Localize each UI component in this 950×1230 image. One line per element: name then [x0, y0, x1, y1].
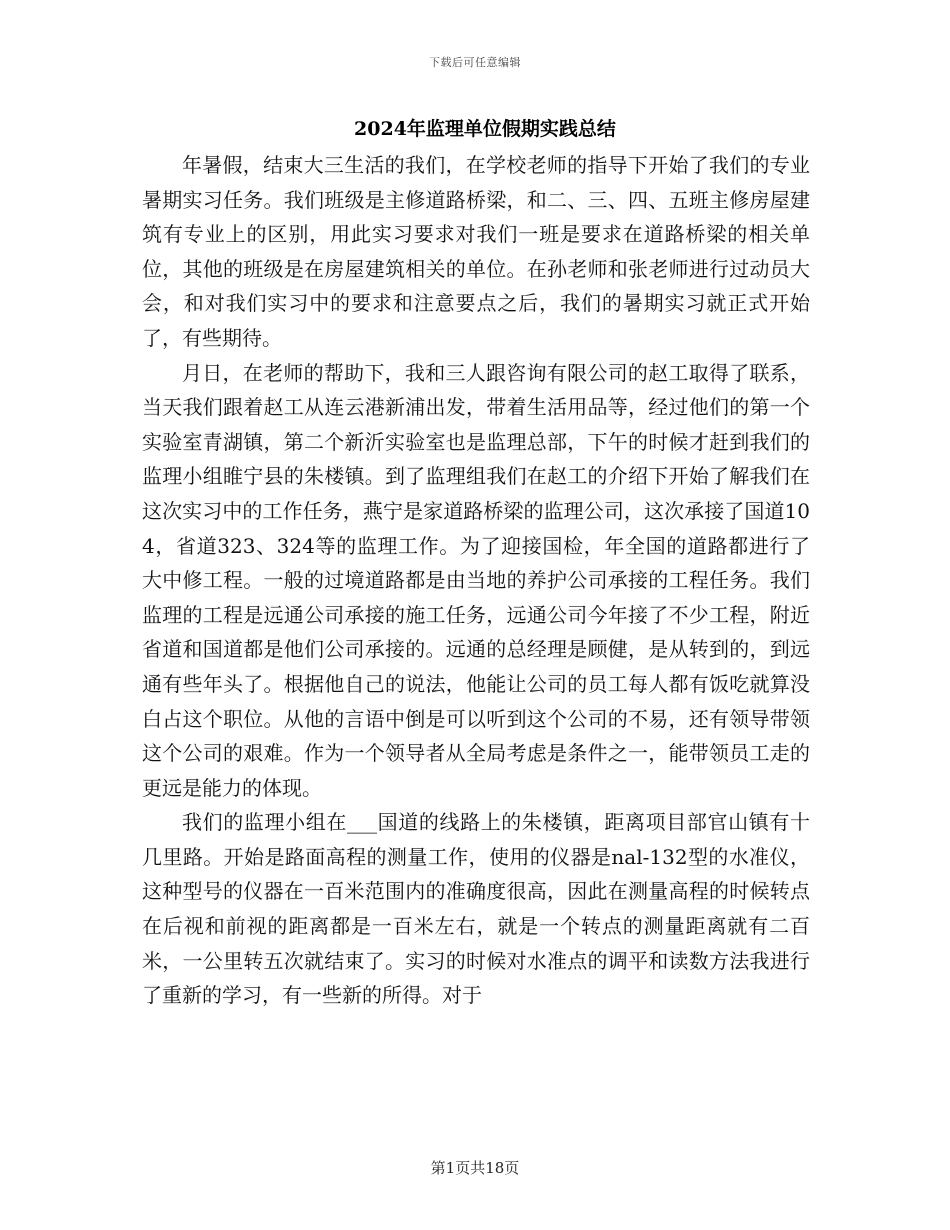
paragraph-3: 我们的监理小组在___国道的线路上的朱楼镇，距离项目部官山镇有十几里路。开始是路面高程的测量工作，使用的仪器是nal-132型的水准仪，这种型号的仪器在一百米范围内的准确度很高，因此在测量高程的时候转点在后视和前视的距离都是一百米左右，就是一个转点的测量距离就有二百米，一公里转五次就结束了。实习的时候对水准点的调平和读数方法我进行了重新的学习，有一些新的所得。对于 — [142, 810, 810, 1008]
header-note: 下载后可任意编辑 — [429, 56, 521, 69]
paragraph-1: 年暑假，结束大三生活的我们，在学校老师的指导下开始了我们的专业暑期实习任务。我们班级是主修道路桥梁，和二、三、四、五班主修房屋建筑有专业上的区别，用此实习要求对我们一班是要求在道路桥梁的相关单位，其他的班级是在房屋建筑相关的单位。在孙老师和张老师进行过动员大会，和对我们实习中的要求和注意要点之后，我们的暑期实习就正式开始了，有些期待。 — [142, 153, 810, 350]
document-title: 2024年监理单位假期实践总结 — [354, 118, 616, 140]
document-body — [142, 148, 810, 1013]
paragraph-2: 月日，在老师的帮助下，我和三人跟咨询有限公司的赵工取得了联系，当天我们跟着赵工从连云港新浦出发，带着生活用品等，经过他们的第一个实验室青湖镇，第二个新沂实验室也是监理总部，下午的时候才赶到我们的监理小组睢宁县的朱楼镇。到了监理组我们在赵工的介绍下开始了解我们在这次实习中的工作任务，燕宁是家道路桥梁的监理公司，这次承接了国道104，省道323、324等的监理工作。为了迎接国检，年全国的道路都进行了大中修工程。一般的过境道路都是由当地的养护公司承接的工程任务。我们监理的工程是远通公司承接的施工任务，远通公司今年接了不少工程，附近省道和国道都是他们公司承接的。远通的总经理是顾健，是从转到的，到远通有些年头了。根据他自己的说法，他能让公司的员工每人都有饭吃就算没白占这个职位。从他的言语中倒是可以听到这个公司的不易，还有领导带领这个公司的艰难。作为一个领导者从全局考虑是条件之一，能带领员工走的更远是能力的体现。 — [142, 360, 810, 800]
page-number: 第1页共18页 — [430, 1159, 520, 1177]
